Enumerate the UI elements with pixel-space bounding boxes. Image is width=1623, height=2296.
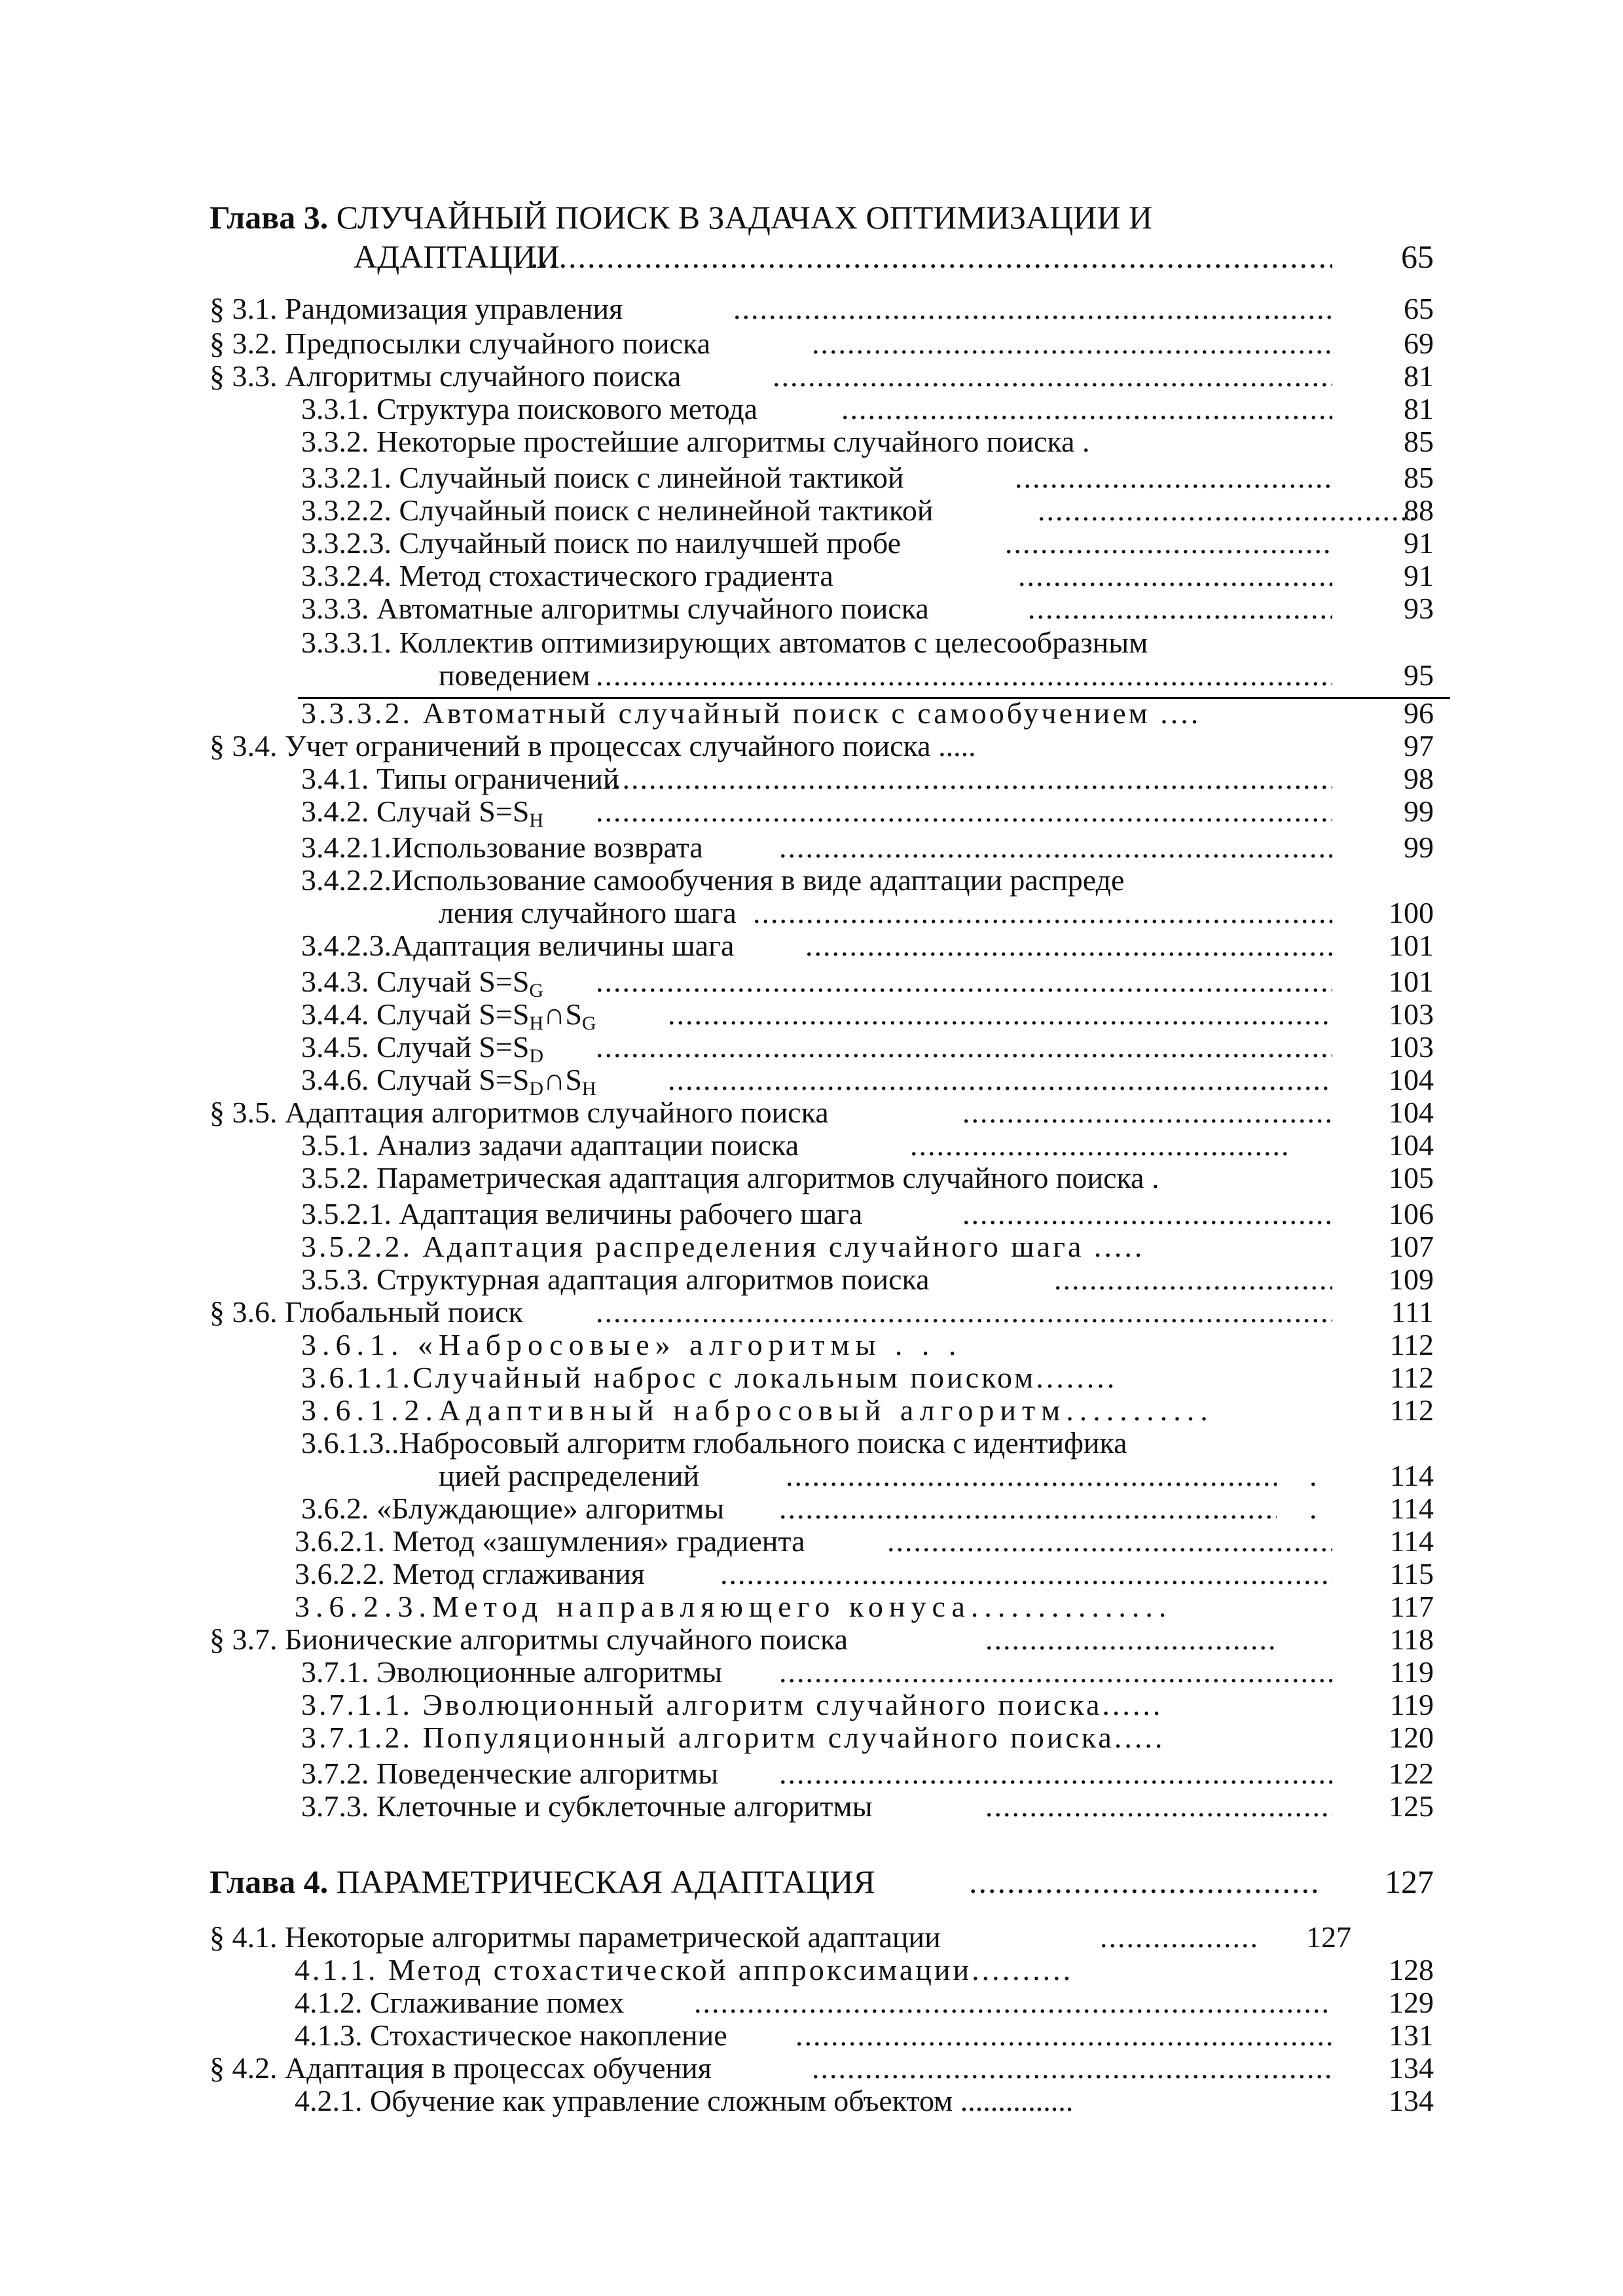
page-number: 115 (1389, 1557, 1434, 1590)
toc-entry-text: § 3.6. Глобальный поиск (210, 1295, 523, 1329)
toc-entry-text: 3.4.5. Случай S=S (301, 1030, 530, 1064)
leader-dots (753, 895, 1332, 931)
toc-entry-text: 3.4.4. Случай S=S (301, 997, 530, 1031)
leader-dots (962, 1196, 1332, 1232)
page-number: 104 (1389, 1128, 1434, 1162)
page-number: 85 (1404, 461, 1434, 494)
page-number: 93 (1404, 592, 1434, 625)
leader-dots (733, 291, 1332, 327)
page-number: 85 (1404, 425, 1434, 458)
page-number: 111 (1391, 1295, 1434, 1329)
leader-dots (1015, 460, 1332, 495)
toc-entry (210, 794, 1434, 829)
toc-entry (210, 1095, 1434, 1130)
toc-entry (210, 1524, 1434, 1559)
toc-entry-text: 3.7.1.1. Эволюционный алгоритм случайного поиска...... (301, 1688, 1163, 1721)
toc-entry-text: 3.3.2.2. Случайный поиск с нелинейной тактикой (301, 493, 934, 527)
toc-entry-text: 4.2.1. Обучение как управление сложным объектом ............... (295, 2084, 1074, 2117)
toc-entry (210, 591, 1434, 626)
toc-entry (210, 558, 1434, 594)
toc-entry-text: 3.6.2. «Блуждающие» алгоритмы (301, 1492, 725, 1525)
page-number: 117 (1389, 1590, 1434, 1623)
toc-entry-text: 3.3.2. Некоторые простейшие алгоритмы случайного поиска . (301, 425, 1090, 458)
toc-entry (210, 1360, 1434, 1395)
toc-entry (210, 1720, 1434, 1755)
page-number: 96 (1404, 696, 1434, 730)
page-number: 104 (1389, 1096, 1434, 1129)
leader-dots (1100, 1920, 1257, 1955)
page-number: 95 (1404, 658, 1434, 692)
toc-entry (210, 658, 1434, 693)
page-number: 109 (1389, 1263, 1434, 1296)
leader-dots (805, 928, 1332, 963)
toc-entry (210, 1789, 1434, 1824)
leader-dots (887, 1524, 1332, 1559)
page-number: 98 (1404, 762, 1434, 795)
toc-entry (210, 1393, 1434, 1428)
toc-entry-text: 3.6.2.1. Метод «зашумления» градиента (295, 1524, 805, 1558)
toc-entry-text: 3.6.1.2.Адаптивный набросовый алгоритм........... (301, 1393, 1214, 1427)
toc-entry (210, 1655, 1434, 1690)
toc-entry-text: 4.1.1. Метод стохастической аппроксимации.......... (295, 1953, 1074, 1986)
leader-dots (596, 794, 1332, 829)
leader-dots (1028, 591, 1332, 626)
toc-entry-text: поведением (439, 658, 591, 692)
page-number: 101 (1389, 929, 1434, 962)
toc-entry-text: 3.6.2.3.Метод направляющего конуса............... (295, 1590, 1173, 1623)
page-number: 88 (1404, 493, 1434, 527)
leader-dots (773, 359, 1332, 394)
toc-entry (210, 1985, 1434, 2020)
toc-entry-text: § 4.2. Адаптация в процессах обучения (210, 2051, 712, 2085)
toc-entry (210, 1687, 1434, 1723)
toc-entry (210, 2018, 1434, 2053)
page-number: 128 (1389, 1953, 1434, 1986)
page-number: 107 (1389, 1230, 1434, 1263)
toc-entry-text: 3.3.2.4. Метод стохастического градиента (301, 559, 833, 592)
toc-entry-text: 3.4.2.1.Использование возврата (301, 831, 703, 864)
page-number: 104 (1389, 1063, 1434, 1096)
toc-entry-text: 3.6.1. «Набросовые» алгоритмы . . . (301, 1328, 962, 1361)
leader-dots (1005, 526, 1332, 561)
toc-entry (210, 460, 1434, 495)
toc-entry (210, 1756, 1434, 1791)
toc-entry (210, 1426, 1434, 1461)
leader-dots (668, 1062, 1332, 1098)
toc-entry-text: 3.4.6. Случай S=S (301, 1063, 530, 1096)
toc-entry (210, 326, 1434, 361)
toc-entry (210, 291, 1434, 327)
chapter-3-title-line2: АДАПТАЦИИ (354, 238, 560, 275)
toc-entry-text: 3.3.2.3. Случайный поиск по наилучшей пробе (301, 526, 902, 560)
page-number: 125 (1389, 1789, 1434, 1823)
toc-entry-text: 3.3.3.2. Автоматный случайный поиск с самообучением .... (301, 696, 1201, 730)
toc-entry (210, 1196, 1434, 1232)
leader-dots (812, 326, 1332, 361)
toc-entry-text: 3.4.1. Типы ограничений (301, 762, 619, 795)
toc-entry-text: § 3.5. Адаптация алгоритмов случайного поиска (210, 1096, 829, 1129)
page-number: 134 (1389, 2051, 1434, 2085)
subscript: G (529, 980, 544, 1001)
page-number: 131 (1389, 2018, 1434, 2052)
leader-dots (720, 1556, 1332, 1592)
chapter-3-heading (210, 200, 1434, 235)
toc-entry-text: 3.3.3. Автоматные алгоритмы случайного поиска (301, 592, 929, 625)
page-number: 91 (1404, 559, 1434, 592)
toc-entry (210, 863, 1434, 898)
subscript: H (529, 1013, 544, 1034)
toc-entry-text: 4.1.2. Сглаживание помех (295, 1986, 625, 2019)
leader-dots (530, 239, 1332, 274)
toc-entry (210, 2083, 1434, 2119)
chapter-4-title: ПАРАМЕТРИЧЕСКАЯ АДАПТАЦИЯ (336, 1863, 875, 1900)
page-number: 81 (1404, 392, 1434, 425)
page-number: 97 (1404, 729, 1434, 762)
toc-entry (210, 997, 1434, 1032)
toc-entry-text: § 3.2. Предпосылки случайного поиска (210, 327, 711, 360)
intersection-term: ∩S (543, 997, 582, 1031)
subscript: G (581, 1013, 596, 1034)
chapter-3-label: Глава 3. (210, 199, 329, 236)
toc-entry (210, 761, 1434, 797)
leader-dots (985, 1789, 1332, 1824)
page-number: 112 (1389, 1328, 1434, 1361)
toc-entry-text: цией распределений (439, 1459, 700, 1492)
leader-dots (596, 658, 1332, 693)
toc-entry (210, 1491, 1434, 1526)
toc-entry (210, 728, 1434, 764)
toc-entry-text: 3.7.1. Эволюционные алгоритмы (301, 1655, 723, 1689)
page-number: 99 (1404, 795, 1434, 828)
page-number: 120 (1389, 1721, 1434, 1754)
toc-entry-text: 3.4.2. Случай S=S (301, 795, 530, 828)
subscript: D (529, 1078, 544, 1100)
subscript: H (581, 1078, 596, 1100)
toc-entry-text: 3.6.1.3..Набросовый алгоритм глобального поиска с идентифика (301, 1426, 1127, 1460)
toc-entry (210, 1262, 1434, 1297)
chapter-3-heading-line2 (210, 239, 1434, 274)
leader-dots (668, 997, 1332, 1032)
toc-entry (210, 1458, 1434, 1494)
toc-entry-text: 3.6.1.1.Случайный наброс с локальным поиском........ (301, 1361, 1118, 1394)
toc-entry-text: § 3.4. Учет ограничений в процессах случайного поиска ..... (210, 729, 976, 762)
toc-entry (210, 526, 1434, 561)
toc-entry (210, 1062, 1434, 1098)
toc-entry (210, 1295, 1434, 1330)
toc-entry (210, 895, 1434, 931)
page-number: 103 (1389, 1030, 1434, 1064)
page-number: 101 (1389, 965, 1434, 998)
toc-entry-text: 3.3.3.1. Коллектив оптимизирующих автоматов с целесообразным (301, 626, 1148, 659)
page-number: 65 (1404, 292, 1434, 325)
toc-entry-text: 3.4.2.3.Адаптация величины шага (301, 929, 735, 962)
page-number: 100 (1389, 896, 1434, 929)
toc-entry (210, 1952, 1434, 1988)
leader-dots (795, 2018, 1332, 2053)
page-number: 114 (1389, 1524, 1434, 1558)
page-number: 105 (1389, 1161, 1434, 1194)
page-number: 114 (1389, 1492, 1434, 1525)
leader-dots (779, 1756, 1332, 1791)
toc-entry (210, 830, 1434, 865)
leader-dots (841, 391, 1332, 427)
toc-entry-text: 4.1.3. Стохастическое накопление (295, 2018, 727, 2052)
leader-dots (596, 1295, 1332, 1330)
leader-dots (779, 1655, 1332, 1690)
toc-entry (210, 696, 1434, 731)
toc-entry (210, 424, 1434, 459)
toc-entry-text: ления случайного шага (439, 896, 737, 929)
trailing-dot: . (1309, 1459, 1317, 1492)
subscript: H (529, 810, 544, 831)
leader-dots (962, 1095, 1332, 1130)
leader-dots (779, 1491, 1277, 1526)
toc-entry (210, 1030, 1434, 1065)
leader-dots (910, 1128, 1290, 1163)
toc-entry (210, 1589, 1434, 1624)
toc-entry (210, 1128, 1434, 1163)
page-number: 69 (1404, 327, 1434, 360)
page-number: 103 (1389, 997, 1434, 1031)
chapter-4-label: Глава 4. (210, 1863, 329, 1900)
leader-dots (969, 1864, 1319, 1899)
toc-entry-text: 3.7.3. Клеточные и субклеточные алгоритмы (301, 1789, 873, 1823)
toc-entry-text: § 3.3. Алгоритмы случайного поиска (210, 359, 682, 393)
toc-entry (210, 359, 1434, 394)
toc-entry (210, 2051, 1434, 2086)
trailing-dot: . (1309, 1492, 1317, 1525)
toc-entry (210, 1229, 1434, 1265)
page-number: 129 (1389, 1986, 1434, 2019)
toc-entry-text: § 4.1. Некоторые алгоритмы параметрической адаптации (210, 1920, 941, 1954)
toc-entry-text: 3.5.2.2. Адаптация распределения случайного шага ..... (301, 1230, 1145, 1263)
page-number: 118 (1389, 1623, 1434, 1656)
page-number: 91 (1404, 526, 1434, 560)
page-number: 134 (1389, 2084, 1434, 2117)
toc-entry-text: 3.5.3. Структурная адаптация алгоритмов поиска (301, 1263, 930, 1296)
page-number: 99 (1404, 831, 1434, 864)
leader-dots (985, 1622, 1277, 1657)
toc-entry (210, 1622, 1434, 1657)
toc-entry-text: 3.4.2.2.Использование самообучения в виде адаптации распреде (301, 863, 1125, 897)
toc-entry (210, 1327, 1434, 1363)
toc-entry-text: 3.7.2. Поведенческие алгоритмы (301, 1757, 719, 1790)
chapter-4-heading (210, 1864, 1434, 1899)
leader-dots (596, 761, 1332, 797)
leader-dots (1018, 558, 1332, 594)
leader-dots (694, 1985, 1332, 2020)
page-number: 65 (1401, 238, 1434, 275)
toc-entry (210, 625, 1434, 660)
toc-entry-text: 3.3.2.1. Случайный поиск с линейной тактикой (301, 461, 904, 494)
page-number: 112 (1389, 1393, 1434, 1427)
intersection-term: ∩S (543, 1063, 582, 1096)
page-number: 81 (1404, 359, 1434, 393)
page-number: 119 (1389, 1688, 1434, 1721)
toc-entry-text: 3.5.2. Параметрическая адаптация алгоритмов случайного поиска . (301, 1161, 1159, 1194)
page-number: 119 (1389, 1655, 1434, 1689)
leader-dots (812, 2051, 1332, 2086)
toc-entry (210, 964, 1434, 999)
leader-dots (1054, 1262, 1332, 1297)
leader-dots (786, 1458, 1277, 1494)
leader-dots (596, 1030, 1332, 1065)
leader-dots (779, 830, 1332, 865)
toc-entry (210, 928, 1434, 963)
page-number: 122 (1389, 1757, 1434, 1790)
toc-entry-text: 3.5.1. Анализ задачи адаптации поиска (301, 1128, 799, 1162)
page-number: 112 (1389, 1361, 1434, 1394)
chapter-3-title-line1: СЛУЧАЙНЫЙ ПОИСК В ЗАДАЧАХ ОПТИМИЗАЦИИ И (336, 199, 1153, 236)
toc-entry-text: 3.6.2.2. Метод сглаживания (295, 1557, 645, 1590)
toc-entry (210, 1556, 1434, 1592)
toc-entry-text: 3.5.2.1. Адаптация величины рабочего шага (301, 1197, 863, 1230)
page-number: 106 (1389, 1197, 1434, 1230)
toc-entry-text: 3.3.1. Структура поискового метода (301, 392, 758, 425)
toc-entry-text: § 3.7. Бионические алгоритмы случайного поиска (210, 1623, 848, 1656)
toc-entry (210, 391, 1434, 427)
toc-entry (210, 1920, 1434, 1955)
page-number: 127 (1306, 1920, 1351, 1954)
toc-entry (210, 1160, 1434, 1196)
toc-entry-text: 3.7.1.2. Популяционный алгоритм случайного поиска..... (301, 1721, 1165, 1754)
toc-entry (210, 493, 1434, 528)
toc-entry-text: § 3.1. Рандомизация управления (210, 292, 623, 325)
toc-entry-text: 3.4.3. Случай S=S (301, 965, 530, 998)
leader-dots (596, 964, 1332, 999)
page-number: 127 (1385, 1863, 1434, 1900)
page-number: 114 (1389, 1459, 1434, 1492)
subscript: D (529, 1045, 544, 1067)
